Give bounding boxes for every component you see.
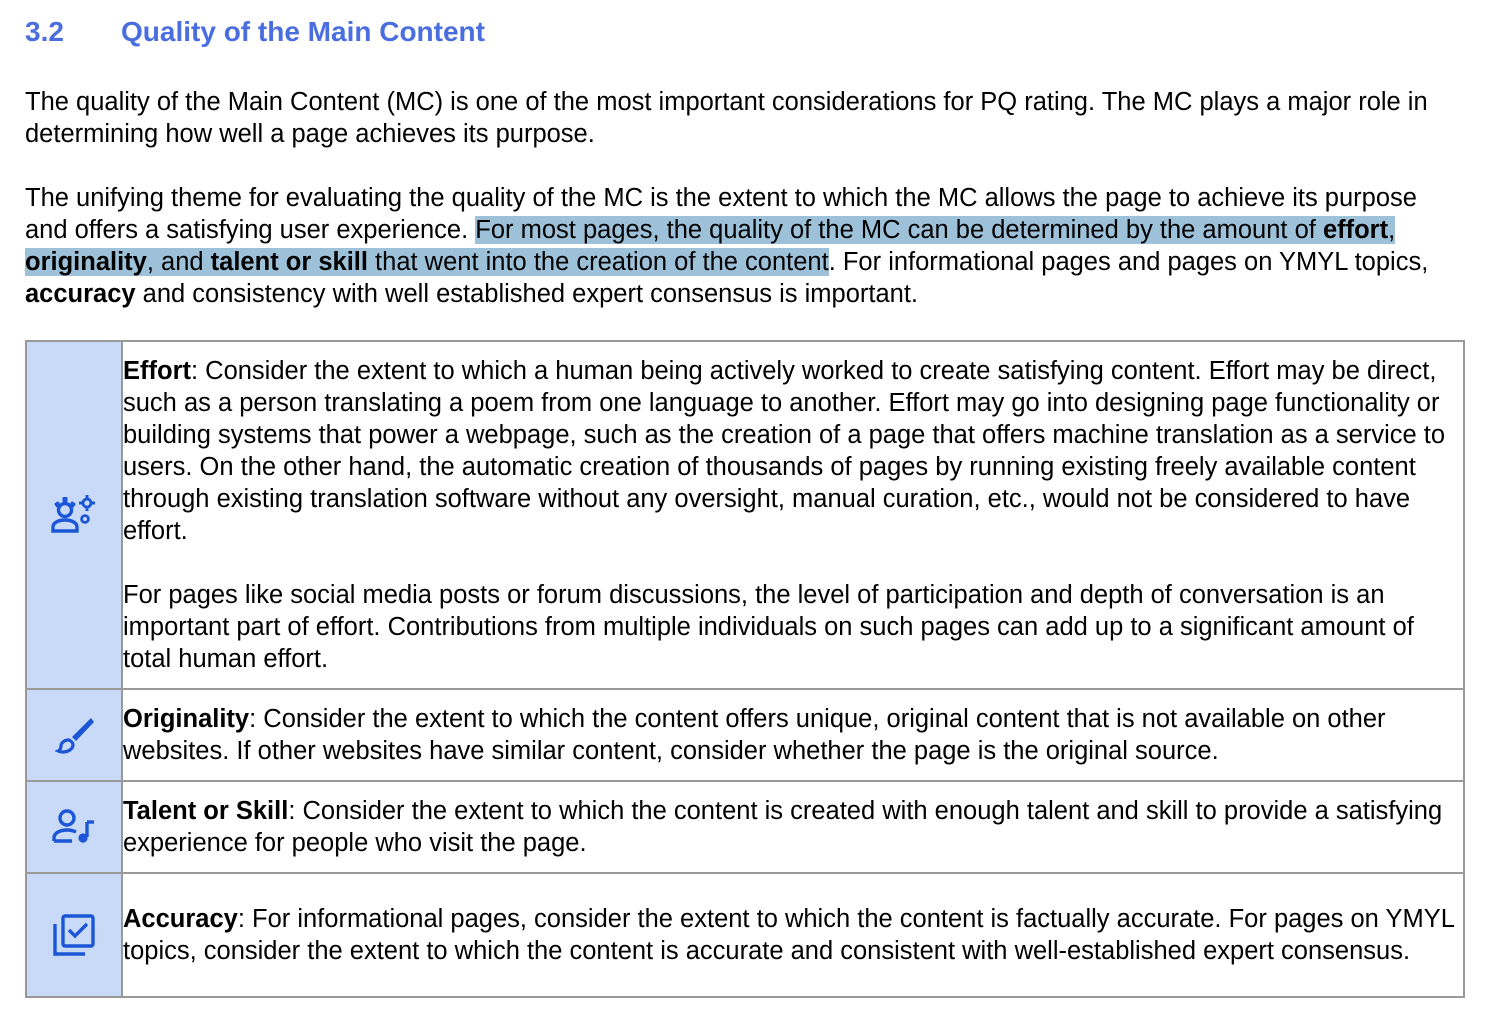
criteria-text-cell — [122, 873, 1464, 997]
person-gears-icon — [49, 493, 99, 537]
criteria-row-talent-or-skill — [26, 781, 1464, 873]
p2-text-2: . For informational pages and pages on YMYL topics, — [828, 248, 1429, 276]
criteria-text-cell — [122, 689, 1464, 781]
effort-description-2: For pages like social media posts or forum discussions, the level of participation and depth of conversation is an important part of effort. Contributions from multiple individuals on such pages can add up to a significant amount of total human effort. — [123, 581, 1414, 673]
criteria-row-effort — [26, 341, 1464, 689]
bold-effort: effort — [1322, 216, 1389, 244]
talent-term: Talent or Skill — [123, 797, 289, 825]
highlight-text-end: that went into the creation of the content — [367, 248, 829, 276]
originality-description — [123, 703, 1463, 767]
accuracy-text: : For informational pages, consider the extent to which the content is factually accurate. For pages on YMYL topics, consider the extent to which the content is accurate and consistent with well-established expert consensus. — [123, 905, 1454, 965]
icon-cell — [26, 873, 122, 997]
effort-description — [123, 355, 1463, 547]
originality-text: : Consider the extent to which the content offers unique, original content that is not available on other websites. If other websites have similar content, consider whether the page is the original source. — [123, 705, 1386, 765]
bold-talent-or-skill: talent or skill — [210, 248, 368, 276]
highlight-and: , and — [146, 248, 211, 276]
talent-description — [123, 795, 1463, 859]
paintbrush-icon — [52, 713, 96, 757]
bold-originality: originality — [25, 248, 147, 276]
icon-cell — [26, 689, 122, 781]
highlight-comma: , — [1388, 216, 1396, 244]
effort-term: Effort — [123, 357, 191, 385]
accuracy-description — [123, 903, 1463, 967]
p2-text-3: and consistency with well established expert consensus is important. — [135, 280, 918, 308]
intro-paragraph-1: The quality of the Main Content (MC) is one of the most important considerations for PQ rating. The MC plays a major role in determining how well a page achieves its purpose. — [25, 88, 1428, 148]
criteria-row-originality — [26, 689, 1464, 781]
highlight-text-start: For most pages, the quality of the MC can be determined by the amount of — [475, 216, 1323, 244]
p2-text-1: The unifying theme for evaluating the quality of the MC is the extent to which the MC allows the page to achieve its purpose and offers a satisfying user experience. — [25, 184, 1417, 244]
criteria-text-cell — [122, 341, 1464, 689]
section-number: 3.2 — [25, 16, 64, 47]
criteria-text-cell — [122, 781, 1464, 873]
intro-paragraph-2 — [25, 182, 1465, 310]
originality-term: Originality — [123, 705, 250, 733]
icon-cell — [26, 341, 122, 689]
person-music-icon — [51, 805, 97, 849]
checklist-icon — [51, 912, 97, 958]
section-title: Quality of the Main Content — [121, 16, 485, 47]
section-heading — [25, 16, 485, 48]
criteria-table — [25, 340, 1465, 998]
criteria-row-accuracy — [26, 873, 1464, 997]
effort-text: : Consider the extent to which a human being actively worked to create satisfying content. Effort may be direct, such as a person translating a poem from one language to another. Effort may go into designing page functionality or building systems that power a webpage, such as the creation of a page that offers machine translation as a service to users. On the other hand, the automatic creation of thousands of pages by running existing freely available content through existing translation software without any oversight, manual curation, etc., would not be considered to have effort. — [123, 357, 1446, 545]
talent-text: : Consider the extent to which the content is created with enough talent and skill to provide a satisfying experience for people who visit the page. — [123, 797, 1443, 857]
accuracy-term: Accuracy — [123, 905, 238, 933]
icon-cell — [26, 781, 122, 873]
bold-accuracy: accuracy — [25, 280, 136, 308]
